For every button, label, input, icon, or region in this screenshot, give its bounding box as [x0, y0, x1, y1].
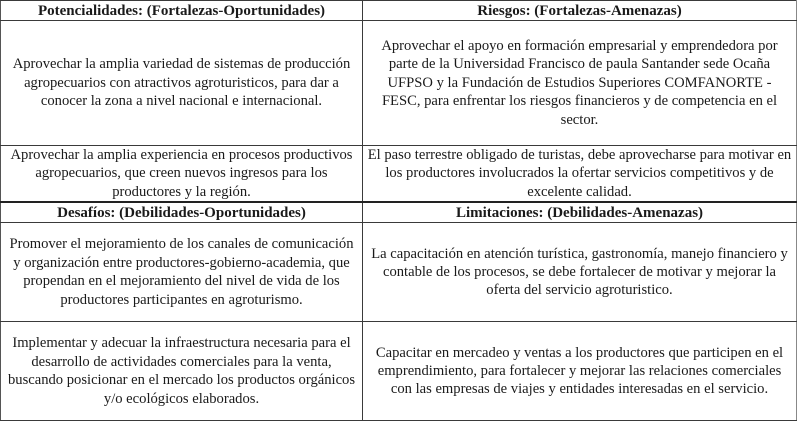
header-limitaciones: Limitaciones: (Debilidades-Amenazas): [363, 202, 797, 223]
table-row: [1, 146, 797, 203]
table-row: [1, 223, 797, 322]
riesgos-cell-2: El paso terrestre obligado de turistas, debe aprovecharse para motivar en los productores involucrados la ofertar servicios competitivos y de excelente calidad.: [363, 146, 797, 203]
limitaciones-cell-2: Capacitar en mercadeo y ventas a los productores que participen en el emprendimiento, para fortalecer y mejorar las relaciones comerciales con las empresas de viajes y entidades interesadas en el servicio.: [363, 322, 797, 421]
header-row-bottom: [1, 202, 797, 223]
limitaciones-cell-1: La capacitación en atención turística, gastronomía, manejo financiero y contable de los procesos, se debe fortalecer de motivar y mejorar la oferta del servicio agroturistico.: [363, 223, 797, 322]
potencialidades-cell-1: Aprovechar la amplia variedad de sistemas de producción agropecuarios con atractivos agroturisticos, para dar a conocer la zona a nivel nacional e internacional.: [1, 21, 363, 146]
header-row-top: [1, 1, 797, 21]
desafios-cell-2: Implementar y adecuar la infraestructura necesaria para el desarrollo de actividades comerciales para la venta, buscando posicionar en el mercado los productos orgánicos y/o ecológicos elaborados.: [1, 322, 363, 421]
desafios-cell-1: Promover el mejoramiento de los canales de comunicación y organización entre productores-gobierno-academia, que propendan en el mejoramiento del nivel de vida de los productores participantes en agroturismo.: [1, 223, 363, 322]
header-potencialidades: Potencialidades: (Fortalezas-Oportunidades): [1, 1, 363, 21]
table-row: [1, 21, 797, 146]
header-riesgos: Riesgos: (Fortalezas-Amenazas): [363, 1, 797, 21]
header-desafios: Desafíos: (Debilidades-Oportunidades): [1, 202, 363, 223]
riesgos-cell-1: Aprovechar el apoyo en formación empresarial y emprendedora por parte de la Universidad Francisco de paula Santander sede Ocaña UFPSO y la Fundación de Estudios Superiores COMFANORTE - FESC, para enfrentar los riesgos financieros y de competencia en el sector.: [363, 21, 797, 146]
potencialidades-cell-2: Aprovechar la amplia experiencia en procesos productivos agropecuarios, que creen nuevos ingresos para los productores y la región.: [1, 146, 363, 203]
table-row: [1, 322, 797, 421]
